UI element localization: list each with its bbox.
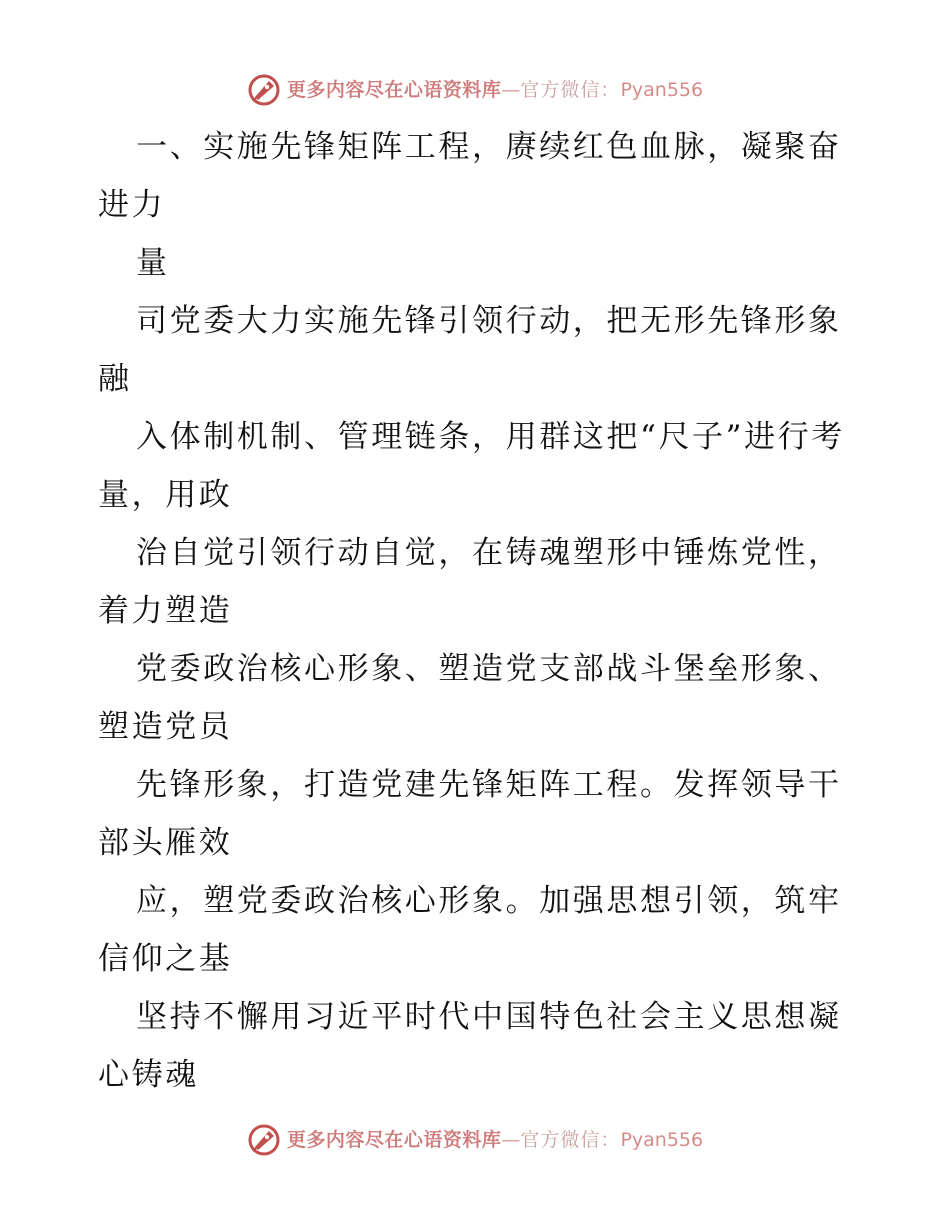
footer-watermark-banner: [0, 1120, 950, 1160]
paragraph: 先锋形象，打造党建先锋矩阵工程。发挥领导干部头雁效: [98, 767, 842, 861]
paragraph: 应，塑党委政治核心形象。加强思想引领，筑牢信仰之基: [98, 883, 842, 977]
header-banner-id: Pyan556: [620, 78, 704, 101]
footer-banner-dash: —: [501, 1128, 521, 1151]
paragraph: 党委政治核心形象、塑造党支部战斗堡垒形象、塑造党员: [98, 651, 842, 745]
footer-banner-label: 官方微信：: [520, 1128, 621, 1151]
header-banner-label: 官方微信：: [520, 78, 621, 101]
paragraph: 治自觉引领行动自觉，在铸魂塑形中锤炼党性，着力塑造: [98, 535, 842, 629]
document-body: [98, 118, 868, 1104]
footer-banner-main: 更多内容尽在心语资料库: [286, 1128, 502, 1151]
header-watermark-banner: [0, 70, 950, 110]
paragraph: 入体制机制、管理链条，用群这把“尺子”进行考量，用政: [98, 419, 845, 513]
header-banner-main: 更多内容尽在心语资料库: [286, 78, 502, 101]
paragraph: 一、实施先锋矩阵工程，赓续红色血脉，凝聚奋进力: [98, 129, 842, 223]
paragraph: 量: [136, 245, 170, 281]
paragraph: 司党委大力实施先锋引领行动，把无形先锋形象融: [98, 303, 842, 397]
pen-nib-logo-icon: [247, 1123, 281, 1157]
footer-banner-id: Pyan556: [620, 1128, 704, 1151]
footer-banner-text: [286, 1128, 704, 1151]
paragraph: 坚持不懈用习近平时代中国特色社会主义思想凝心铸魂: [98, 999, 842, 1093]
pen-nib-logo-icon: [247, 73, 281, 107]
header-banner-dash: —: [501, 78, 521, 101]
header-banner-text: [286, 78, 704, 101]
